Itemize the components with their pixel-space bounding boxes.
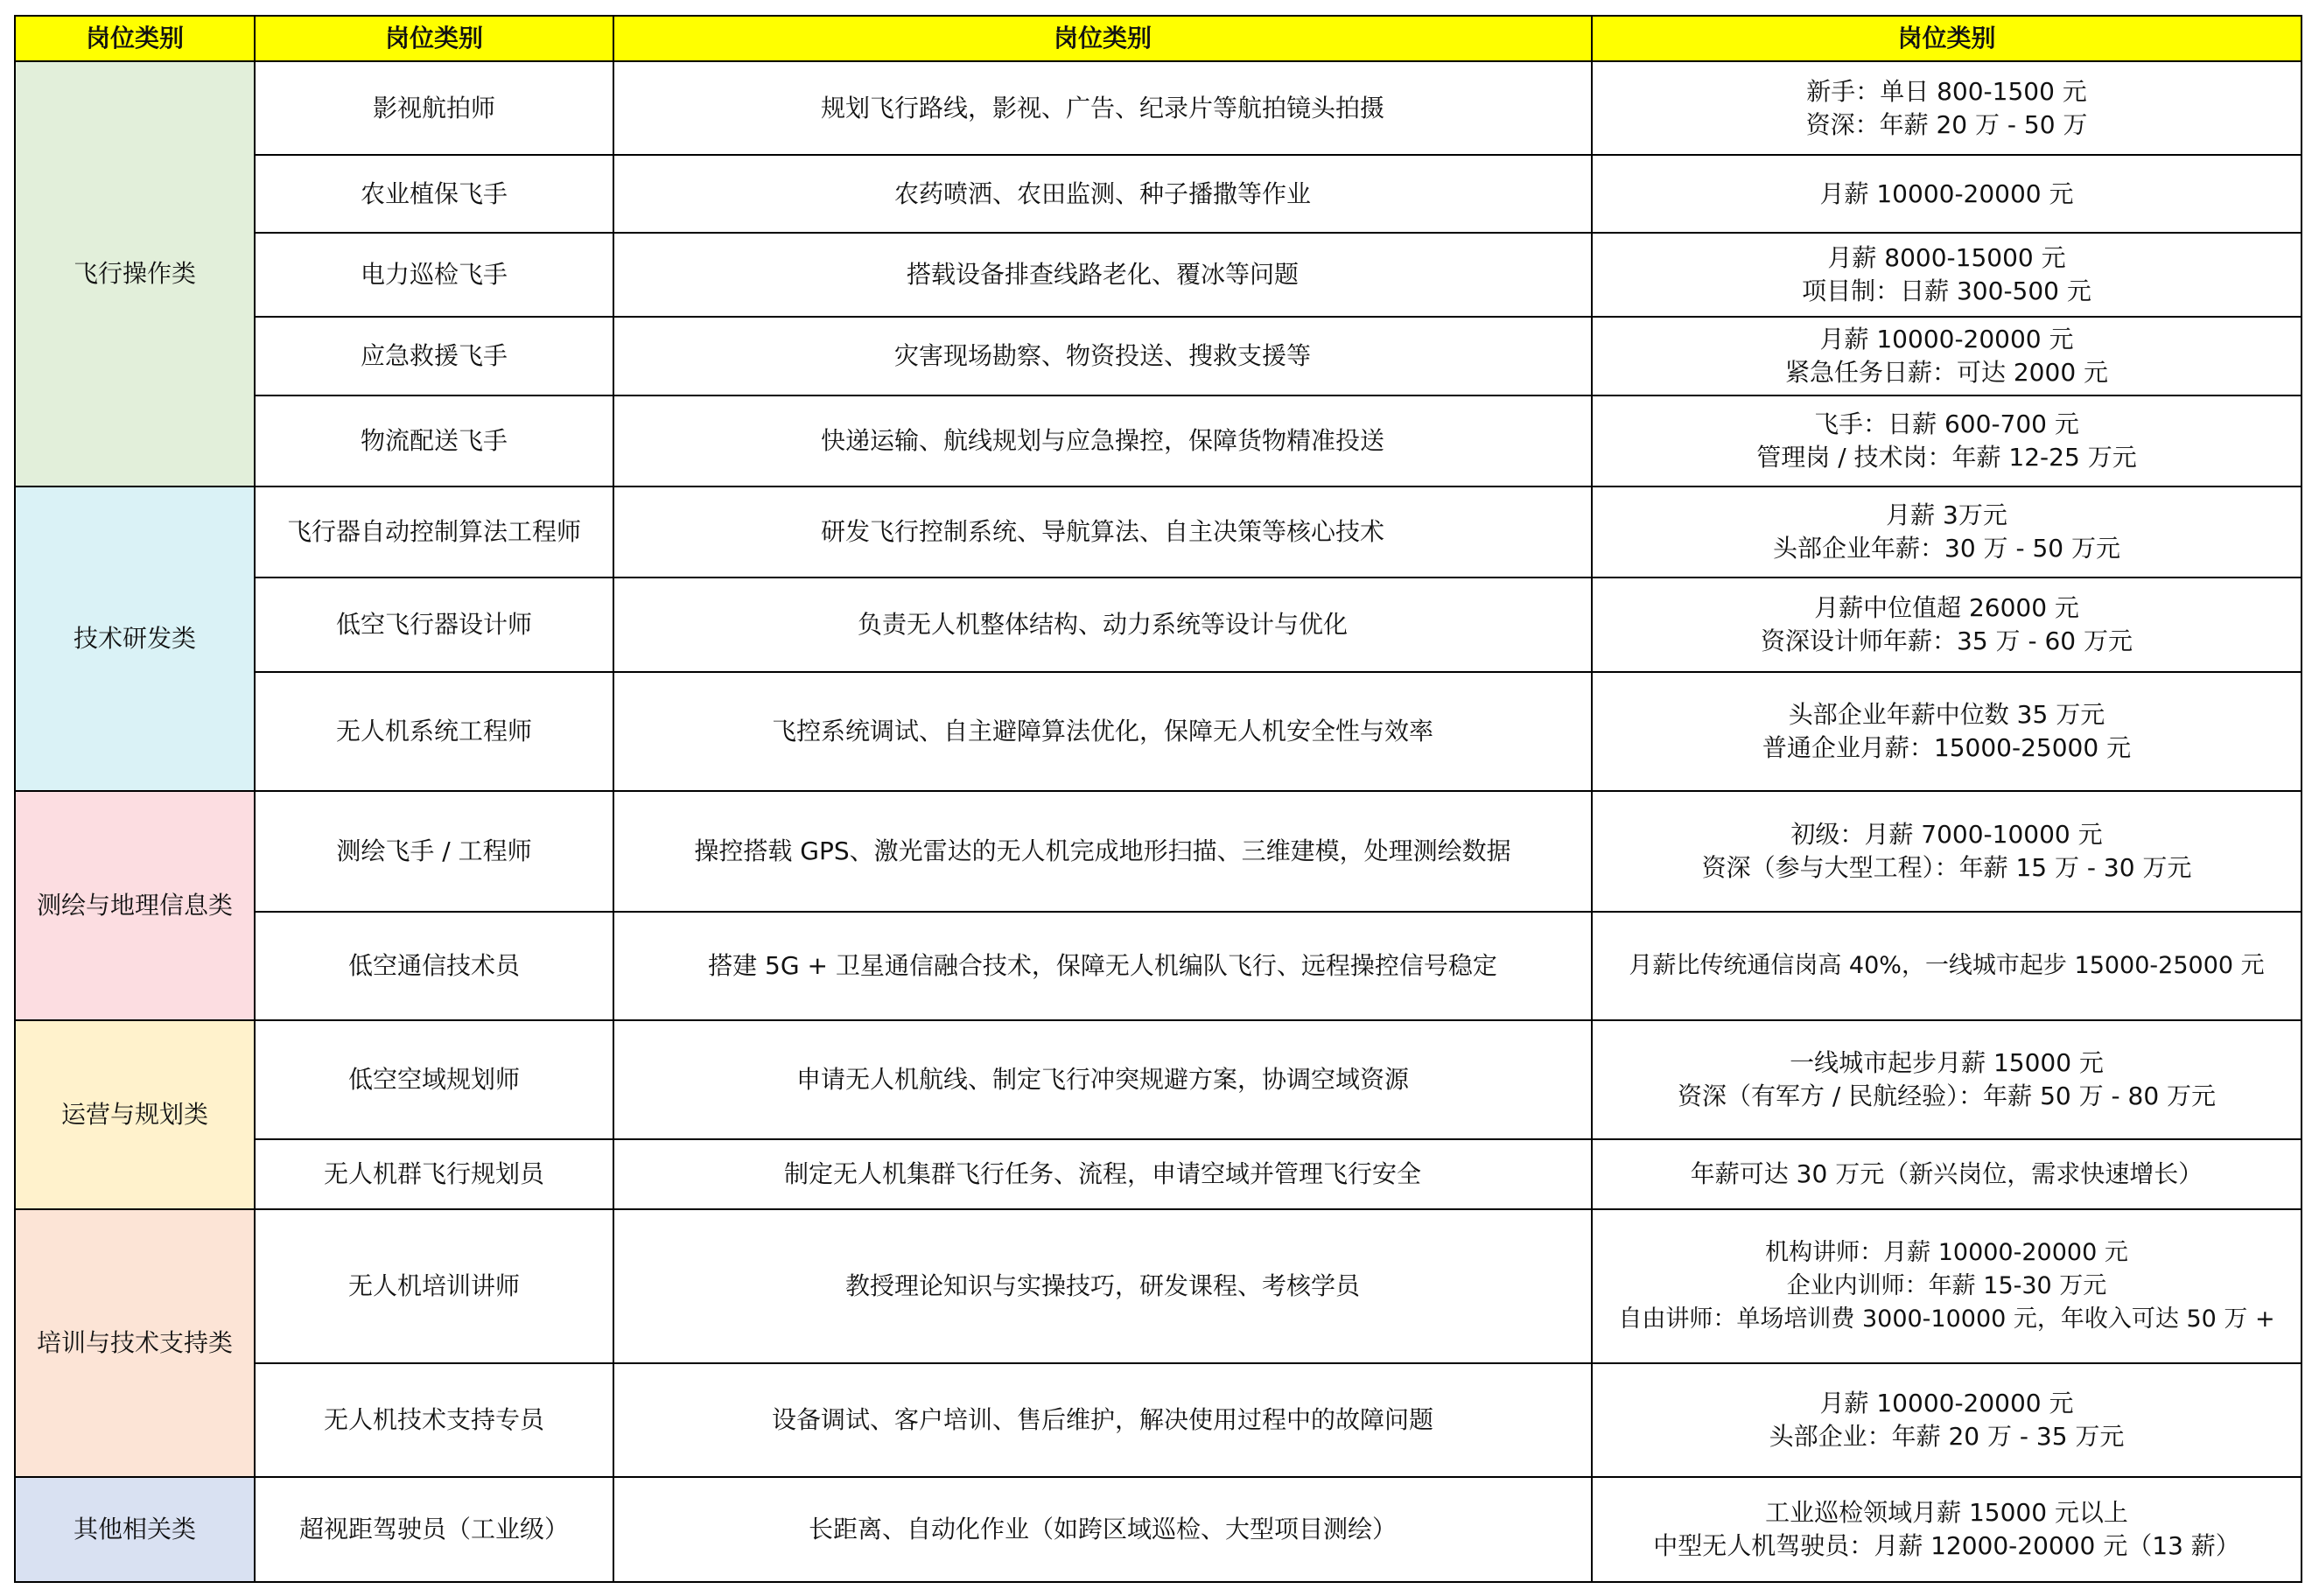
- job-salary-table: [14, 15, 2302, 1583]
- table-row: [15, 1477, 2301, 1582]
- job-desc-cell: 快递运输、航线规划与应急操控，保障货物精准投送: [613, 396, 1592, 486]
- table-row: [15, 396, 2301, 486]
- salary-line: 自由讲师：单场培训费 3000-10000 元，年收入可达 50 万 +: [1618, 1306, 2275, 1333]
- job-title-cell: 物流配送飞手: [255, 396, 613, 486]
- table-row: [15, 486, 2301, 578]
- job-title-cell: 飞行器自动控制算法工程师: [255, 486, 613, 578]
- salary-line: 年薪可达 30 万元（新兴岗位，需求快速增长）: [1690, 1159, 2203, 1188]
- salary-line: 管理岗 / 技术岗：年薪 12-25 万元: [1756, 443, 2137, 472]
- job-desc-cell: 搭载设备排查线路老化、覆冰等问题: [613, 233, 1592, 317]
- table-row: [15, 912, 2301, 1020]
- job-title-cell: 应急救援飞手: [255, 317, 613, 396]
- salary-line: 月薪 8000-15000 元: [1827, 243, 2066, 272]
- salary-line: 月薪 10000-20000 元: [1819, 178, 2074, 208]
- salary-line: 头部企业：年薪 20 万 - 35 万元: [1769, 1422, 2125, 1451]
- salary-cell: [1592, 61, 2301, 155]
- salary-cell: [1592, 672, 2301, 791]
- category-cell: 飞行操作类: [15, 61, 255, 486]
- job-desc-cell: 搭建 5G + 卫星通信融合技术，保障无人机编队飞行、远程操控信号稳定: [613, 912, 1592, 1020]
- salary-cell: [1592, 233, 2301, 317]
- header-cell: 岗位类别: [1592, 16, 2301, 61]
- salary-line: 普通企业月薪：15000-25000 元: [1762, 733, 2132, 762]
- salary-cell: [1592, 1209, 2301, 1363]
- salary-cell: [1592, 1477, 2301, 1582]
- salary-cell: [1592, 155, 2301, 233]
- job-title-cell: 电力巡检飞手: [255, 233, 613, 317]
- job-title-cell: 无人机培训讲师: [255, 1209, 613, 1363]
- salary-line: 新手：单日 800-1500 元: [1806, 76, 2087, 106]
- job-desc-cell: 教授理论知识与实操技巧，研发课程、考核学员: [613, 1209, 1592, 1363]
- job-desc-cell: 负责无人机整体结构、动力系统等设计与优化: [613, 578, 1592, 672]
- category-cell: 运营与规划类: [15, 1020, 255, 1209]
- job-desc-cell: 制定无人机集群飞行任务、流程，申请空域并管理飞行安全: [613, 1139, 1592, 1209]
- table-row: [15, 578, 2301, 672]
- salary-line: 资深（有军方 / 民航经验）：年薪 50 万 - 80 万元: [1677, 1082, 2217, 1110]
- salary-line: 飞手：日薪 600-700 元: [1814, 410, 2079, 438]
- salary-line: 月薪 10000-20000 元: [1819, 325, 2074, 354]
- salary-cell: [1592, 1363, 2301, 1477]
- table-row: [15, 1139, 2301, 1209]
- job-title-cell: 低空通信技术员: [255, 912, 613, 1020]
- job-desc-cell: 申请无人机航线、制定飞行冲突规避方案，协调空域资源: [613, 1020, 1592, 1139]
- salary-line: 项目制：日薪 300-500 元: [1802, 276, 2091, 305]
- salary-line: 机构讲师：月薪 10000-20000 元: [1765, 1239, 2128, 1266]
- salary-line: 紧急任务日薪：可达 2000 元: [1784, 358, 2109, 387]
- table-row: [15, 1209, 2301, 1363]
- salary-line: 月薪 3万元: [1886, 500, 2007, 529]
- salary-line: 一线城市起步月薪 15000 元: [1790, 1048, 2104, 1077]
- job-desc-cell: 操控搭载 GPS、激光雷达的无人机完成地形扫描、三维建模，处理测绘数据: [613, 791, 1592, 912]
- job-desc-cell: 规划飞行路线，影视、广告、纪录片等航拍镜头拍摄: [613, 61, 1592, 155]
- salary-cell: [1592, 1139, 2301, 1209]
- job-desc-cell: 研发飞行控制系统、导航算法、自主决策等核心技术: [613, 486, 1592, 578]
- job-title-cell: 低空空域规划师: [255, 1020, 613, 1139]
- job-title-cell: 无人机技术支持专员: [255, 1363, 613, 1477]
- job-title-cell: 无人机群飞行规划员: [255, 1139, 613, 1209]
- category-cell: 测绘与地理信息类: [15, 791, 255, 1020]
- job-title-cell: 低空飞行器设计师: [255, 578, 613, 672]
- job-desc-cell: 飞控系统调试、自主避障算法优化，保障无人机安全性与效率: [613, 672, 1592, 791]
- header-cell: 岗位类别: [613, 16, 1592, 61]
- table-row: [15, 672, 2301, 791]
- salary-line: 资深：年薪 20 万 - 50 万: [1805, 109, 2088, 139]
- salary-cell: [1592, 317, 2301, 396]
- salary-line: 月薪比传统通信岗高 40%，一线城市起步 15000-25000 元: [1629, 952, 2265, 979]
- table-row: [15, 1363, 2301, 1477]
- salary-line: 初级：月薪 7000-10000 元: [1790, 820, 2103, 849]
- category-cell: 其他相关类: [15, 1477, 255, 1582]
- table-row: [15, 791, 2301, 912]
- job-desc-cell: 设备调试、客户培训、售后维护，解决使用过程中的故障问题: [613, 1363, 1592, 1477]
- table-row: [15, 317, 2301, 396]
- header-cell: 岗位类别: [255, 16, 613, 61]
- salary-line: 月薪中位值超 26000 元: [1814, 593, 2079, 622]
- salary-cell: [1592, 912, 2301, 1020]
- salary-line: 月薪 10000-20000 元: [1819, 1389, 2074, 1418]
- table-row: [15, 1020, 2301, 1139]
- salary-line: 企业内训师：年薪 15-30 万元: [1786, 1272, 2107, 1299]
- table-row: [15, 233, 2301, 317]
- salary-cell: [1592, 396, 2301, 486]
- header-cell: 岗位类别: [15, 16, 255, 61]
- salary-line: 资深设计师年薪：35 万 - 60 万元: [1761, 626, 2133, 655]
- salary-line: 资深（参与大型工程）：年薪 15 万 - 30 万元: [1701, 853, 2192, 882]
- category-cell: 技术研发类: [15, 486, 255, 791]
- salary-line: 工业巡检领域月薪 15000 元以上: [1765, 1498, 2128, 1527]
- salary-line: 头部企业年薪中位数 35 万元: [1788, 700, 2105, 729]
- salary-line: 中型无人机驾驶员：月薪 12000-20000 元（13 薪）: [1653, 1531, 2240, 1560]
- salary-cell: [1592, 578, 2301, 672]
- table-row: [15, 155, 2301, 233]
- category-cell: 培训与技术支持类: [15, 1209, 255, 1477]
- table-row: [15, 61, 2301, 155]
- job-title-cell: 农业植保飞手: [255, 155, 613, 233]
- salary-cell: [1592, 1020, 2301, 1139]
- salary-cell: [1592, 791, 2301, 912]
- job-desc-cell: 农药喷洒、农田监测、种子播撒等作业: [613, 155, 1592, 233]
- job-title-cell: 超视距驾驶员（工业级）: [255, 1477, 613, 1582]
- header-row: [15, 16, 2301, 61]
- job-title-cell: 影视航拍师: [255, 61, 613, 155]
- job-desc-cell: 长距离、自动化作业（如跨区域巡检、大型项目测绘）: [613, 1477, 1592, 1582]
- job-title-cell: 无人机系统工程师: [255, 672, 613, 791]
- job-desc-cell: 灾害现场勘察、物资投送、搜救支援等: [613, 317, 1592, 396]
- job-title-cell: 测绘飞手 / 工程师: [255, 791, 613, 912]
- salary-cell: [1592, 486, 2301, 578]
- salary-line: 头部企业年薪：30 万 - 50 万元: [1773, 534, 2120, 563]
